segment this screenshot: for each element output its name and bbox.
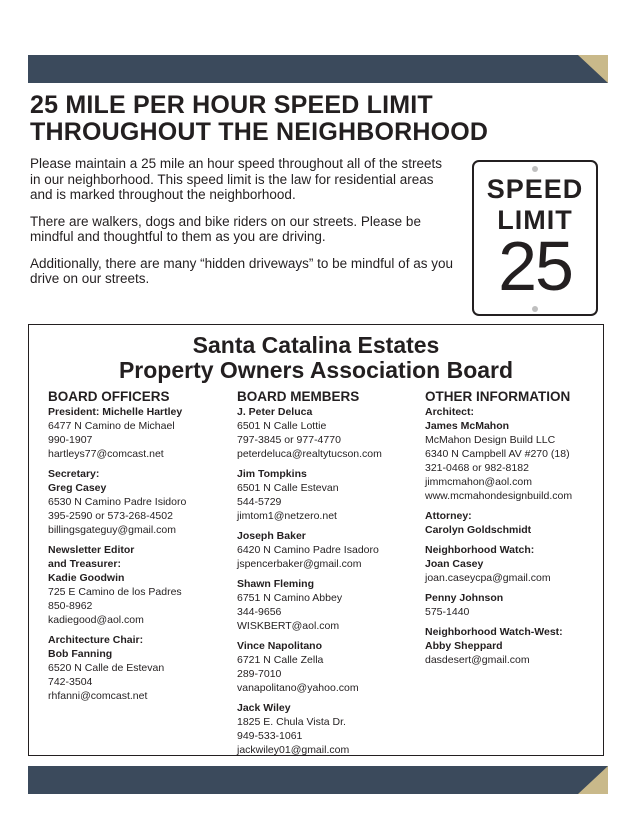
intro-paragraph-2: There are walkers, dogs and bike riders on our streets. Please be mindful and thoughtful to them as you are driving. — [30, 213, 421, 244]
entry-name: James McMahon — [425, 420, 510, 432]
entry-detail: 6501 N Calle Estevan — [237, 482, 339, 494]
directory-entry — [237, 577, 422, 633]
entry-name: Jim Tompkins — [237, 468, 307, 480]
directory-entry — [48, 405, 233, 461]
directory-entry — [48, 633, 233, 703]
entry-detail: 6420 N Camino Padre Isadoro — [237, 544, 379, 556]
top-banner — [28, 55, 608, 83]
entry-detail: 6530 N Camino Padre Isidoro — [48, 496, 187, 508]
entry-contact-link[interactable]: WISKBERT@aol.com — [237, 620, 340, 632]
entry-name: J. Peter Deluca — [237, 406, 313, 418]
entry-contact-link[interactable]: jackwiley01@gmail.com — [237, 744, 350, 756]
other-information-column — [425, 389, 600, 673]
intro-paragraph-1: Please maintain a 25 mile an hour speed throughout all of the streets in our neighborhood. This speed limit is the law for residential areas and is marked throughout the neighborhood. — [30, 156, 443, 202]
entry-name: Vince Napolitano — [237, 640, 322, 652]
entry-contact-link[interactable]: rhfanni@comcast.net — [48, 690, 148, 702]
entry-contact-link[interactable]: kadiegood@aol.com — [48, 614, 144, 626]
entry-detail: 321-0468 or 982-8182 — [425, 462, 529, 474]
directory-entry — [425, 591, 600, 619]
entry-detail: 990-1907 — [48, 434, 93, 446]
other-information-heading: OTHER INFORMATION — [425, 389, 571, 404]
entry-detail: 1825 E. Chula Vista Dr. — [237, 716, 346, 728]
directory-entry — [237, 529, 422, 571]
entry-name: Joan Casey — [425, 558, 484, 570]
headline-line-2: THROUGHOUT THE NEIGHBORHOOD — [30, 118, 489, 146]
directory-entry — [237, 405, 422, 461]
entry-name: Shawn Fleming — [237, 578, 315, 590]
entry-detail: 850-8962 — [48, 600, 93, 612]
entry-role2: and Treasurer: — [48, 558, 121, 570]
entry-role: Secretary: — [48, 468, 100, 480]
entry-contact-link[interactable]: billingsgateguy@gmail.com — [48, 524, 176, 536]
sign-bolt-icon — [532, 306, 538, 312]
entry-role: Attorney: — [425, 510, 472, 522]
entry-role: Neighborhood Watch-West: — [425, 626, 563, 638]
directory-entry — [48, 543, 233, 627]
banner-triangle — [578, 766, 608, 794]
entry-name: Joseph Baker — [237, 530, 306, 542]
entry-name: Jack Wiley — [237, 702, 291, 714]
bottom-banner — [28, 766, 608, 794]
entry-contact-link[interactable]: vanapolitano@yahoo.com — [237, 682, 359, 694]
entry-contact-link[interactable]: hartleys77@comcast.net — [48, 448, 164, 460]
entry-contact-link[interactable]: www.mcmahondesignbuild.com — [425, 490, 573, 502]
board-title-line-2: Property Owners Association Board — [118, 357, 514, 383]
sign-line-1: SPEED — [486, 174, 584, 204]
entry-detail: 289-7010 — [237, 668, 282, 680]
sign-number: 25 — [498, 227, 572, 305]
entry-detail: 6520 N Calle de Estevan — [48, 662, 165, 674]
entry-detail: 6751 N Camino Abbey — [237, 592, 343, 604]
entry-detail: 725 E Camino de los Padres — [48, 586, 182, 598]
entry-name: Penny Johnson — [425, 592, 504, 604]
entry-detail: 6477 N Camino de Michael — [48, 420, 175, 432]
entry-role: Neighborhood Watch: — [425, 544, 535, 556]
board-officers-heading: BOARD OFFICERS — [48, 389, 170, 404]
entry-contact-link[interactable]: jspencerbaker@gmail.com — [237, 558, 362, 570]
entry-detail: 949-533-1061 — [237, 730, 303, 742]
entry-detail: 6340 N Campbell AV #270 (18) — [425, 448, 570, 460]
headline — [30, 92, 590, 146]
entry-name: Greg Casey — [48, 482, 107, 494]
board-title — [29, 333, 603, 383]
board-members-column — [237, 389, 422, 763]
entry-detail: 395-2590 or 573-268-4502 — [48, 510, 173, 522]
entry-role: Architecture Chair: — [48, 634, 144, 646]
sign-line-2: LIMIT — [497, 205, 573, 235]
directory-entry — [425, 625, 600, 667]
entry-detail: 544-5729 — [237, 496, 282, 508]
board-title-line-1: Santa Catalina Estates — [192, 332, 440, 358]
speed-limit-sign — [472, 160, 598, 316]
entry-contact-link[interactable]: jimmcmahon@aol.com — [425, 476, 532, 488]
intro-paragraph-3: Additionally, there are many “hidden driveways” to be mindful of as you drive on our streets. — [30, 255, 453, 286]
entry-contact-link[interactable]: joan.caseycpa@gmail.com — [425, 572, 551, 584]
entry-contact-link[interactable]: jimtom1@netzero.net — [237, 510, 337, 522]
entry-name: Abby Sheppard — [425, 640, 503, 652]
intro-text — [30, 156, 455, 298]
directory-entry — [237, 701, 422, 757]
sign-bolt-icon — [532, 166, 538, 172]
entry-detail: 6721 N Calle Zella — [237, 654, 324, 666]
board-directory — [28, 324, 604, 756]
entry-role: Architect: — [425, 406, 475, 418]
entry-role: President: Michelle Hartley — [48, 406, 183, 418]
entry-name: Carolyn Goldschmidt — [425, 524, 532, 536]
directory-entry — [425, 543, 600, 585]
headline-line-1: 25 MILE PER HOUR SPEED LIMIT — [30, 91, 433, 119]
entry-detail: 797-3845 or 977-4770 — [237, 434, 341, 446]
entry-detail: 742-3504 — [48, 676, 93, 688]
board-officers-column — [48, 389, 233, 709]
entry-detail: 344-9656 — [237, 606, 282, 618]
directory-entry — [237, 467, 422, 523]
directory-entry — [425, 405, 600, 503]
board-members-heading: BOARD MEMBERS — [237, 389, 360, 404]
entry-detail: 575-1440 — [425, 606, 470, 618]
entry-detail: 6501 N Calle Lottie — [237, 420, 327, 432]
entry-contact-link[interactable]: dasdesert@gmail.com — [425, 654, 530, 666]
entry-name: Bob Fanning — [48, 648, 113, 660]
directory-entry — [48, 467, 233, 537]
entry-contact-link[interactable]: peterdeluca@realtytucson.com — [237, 448, 382, 460]
entry-detail: McMahon Design Build LLC — [425, 434, 556, 446]
directory-entry — [237, 639, 422, 695]
directory-entry — [425, 509, 600, 537]
banner-triangle — [578, 55, 608, 83]
entry-role: Newsletter Editor — [48, 544, 135, 556]
entry-name: Kadie Goodwin — [48, 572, 125, 584]
